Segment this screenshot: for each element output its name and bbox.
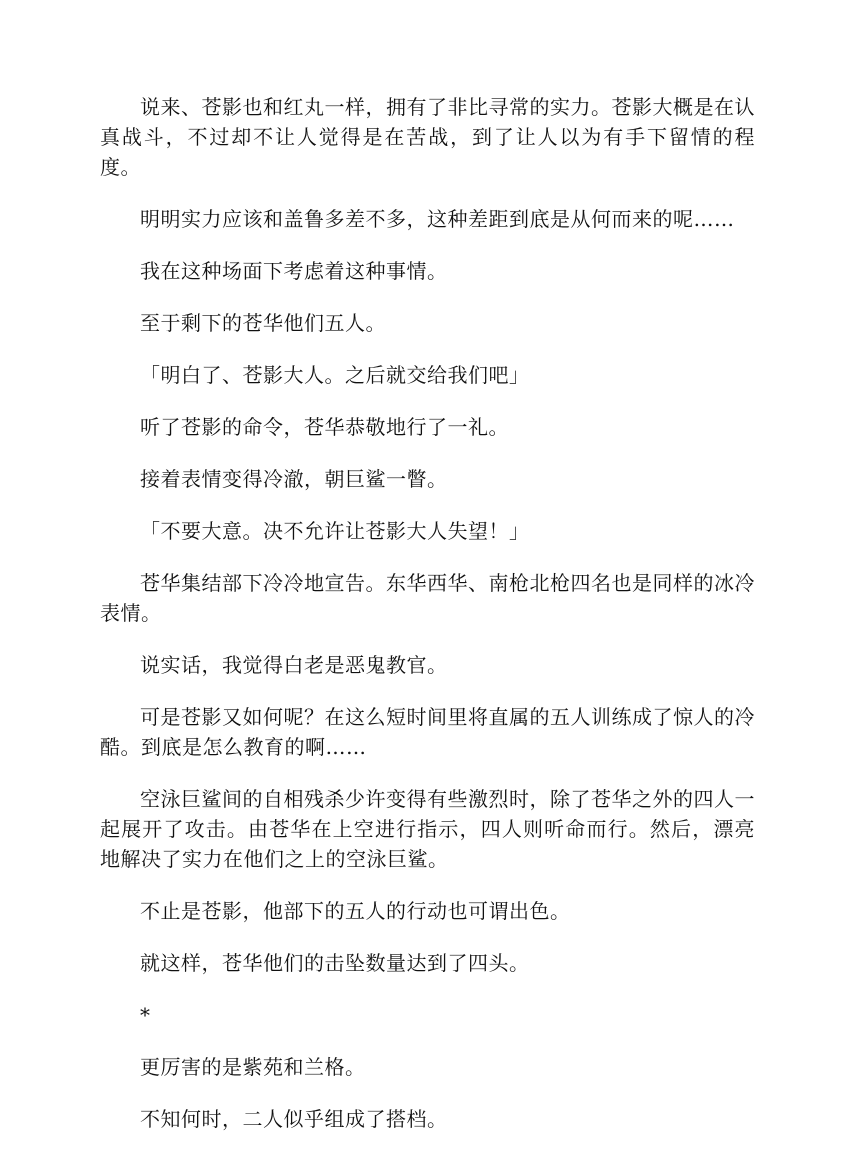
paragraph: 空泳巨鲨间的自相残杀少许变得有些激烈时，除了苍华之外的四人一起展开了攻击。由苍华在上空进行指示，四人则听命而行。然后，漂亮地解决了实力在他们之上的空泳巨鲨。 xyxy=(100,787,755,871)
paragraph: 听了苍影的命令，苍华恭敬地行了一礼。 xyxy=(140,415,509,439)
paragraph: 可是苍影又如何呢？在这么短时间里将直属的五人训练成了惊人的冷酷。到底是怎么教育的啊…… xyxy=(100,705,755,759)
paragraph: 我在这种场面下考虑着这种事情。 xyxy=(140,259,448,283)
section-separator: * xyxy=(140,1003,150,1027)
paragraph: 不知何时，二人似乎组成了搭档。 xyxy=(140,1107,448,1131)
paragraph: 说来、苍影也和红丸一样，拥有了非比寻常的实力。苍影大概是在认真战斗，不过却不让人觉得是在苦战，到了让人以为有手下留情的程度。 xyxy=(100,95,755,179)
paragraph: 就这样，苍华他们的击坠数量达到了四头。 xyxy=(140,951,530,975)
paragraph: 明明实力应该和盖鲁多差不多，这种差距到底是从何而来的呢…… xyxy=(140,207,735,231)
dialogue-paragraph: 「不要大意。决不允许让苍影大人失望！」 xyxy=(140,519,530,543)
document-page xyxy=(100,92,755,1156)
paragraph: 更厉害的是紫苑和兰格。 xyxy=(140,1055,366,1079)
paragraph: 说实话，我觉得白老是恶鬼教官。 xyxy=(140,653,448,677)
paragraph: 苍华集结部下冷冷地宣告。东华西华、南枪北枪四名也是同样的冰冷表情。 xyxy=(100,571,755,625)
paragraph: 至于剩下的苍华他们五人。 xyxy=(140,311,386,335)
paragraph: 不止是苍影，他部下的五人的行动也可谓出色。 xyxy=(140,899,571,923)
paragraph: 接着表情变得冷澈，朝巨鲨一瞥。 xyxy=(140,467,448,491)
dialogue-paragraph: 「明白了、苍影大人。之后就交给我们吧」 xyxy=(140,363,530,387)
